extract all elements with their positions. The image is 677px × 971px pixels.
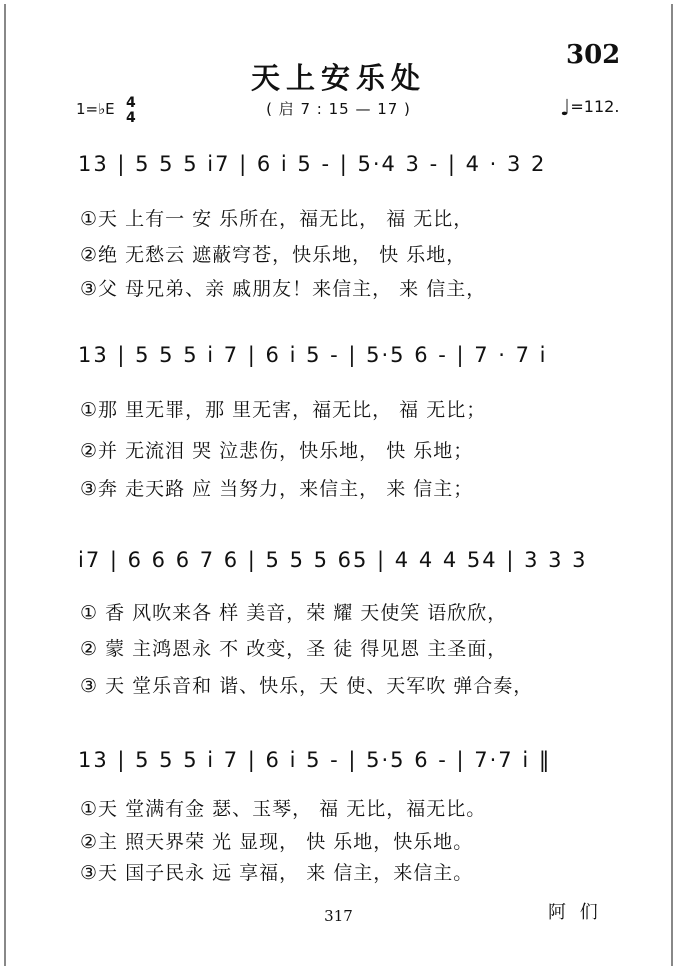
lyric-line: ②并 无流泪 哭 泣悲伤，快乐地， 快 乐地； — [80, 440, 474, 462]
lyric-line: ③父 母兄弟、亲 戚朋友！来信主， 来 信主， — [80, 278, 487, 300]
lyric-line: ③ 天 堂乐音和 谐、快乐，天 使、天军吹 弹合奏， — [80, 675, 534, 697]
notation-line-3: i7 | 6 6 6 7 6 | 5 5 5 65 | 4 4 4 54 | 3 3 3 — [78, 548, 588, 572]
lyric-line: ②主 照天界荣 光 显现， 快 乐地，快乐地。 — [80, 831, 474, 853]
notation-line-4: 13 | 5 5 5 i 7 | 6 i 5 - | 5·5 6 - | 7·7 i ‖ — [78, 748, 552, 772]
key-signature: 1=♭E — [76, 100, 115, 118]
page-border-right — [671, 4, 673, 966]
page-number: 317 — [324, 907, 353, 925]
lyric-line: ② 蒙 主鸿恩永 不 改变，圣 徒 得见恩 主圣面， — [80, 638, 508, 660]
page-border-left — [4, 4, 6, 966]
quarter-note-icon: ♩ — [560, 96, 571, 121]
lyric-line: ①天 堂满有金 瑟、玉琴， 福 无比，福无比。 — [80, 798, 487, 820]
time-signature — [126, 96, 136, 126]
lyric-line: ① 香 风吹来各 样 美音，荣 耀 天使笑 语欣欣， — [80, 602, 508, 624]
scripture-reference: ( 启 7 : 15 — 17 ) — [266, 100, 411, 118]
notation-line-2: 13 | 5 5 5 i 7 | 6 i 5 - | 5·5 6 - | 7 · 7 i — [78, 343, 548, 367]
time-signature-bottom: 4 — [126, 110, 136, 126]
hymn-number: 302 — [566, 40, 621, 70]
tempo-value: =112. — [570, 97, 620, 116]
notation-line-1: 13 | 5 5 5 i7 | 6 i 5 - | 5·4 3 - | 4 · 3 2 — [78, 152, 547, 176]
tempo-marking — [560, 96, 619, 121]
hymn-title: 天上安乐处 — [250, 61, 426, 95]
lyric-line: ①天 上有一 安 乐所在，福无比， 福 无比， — [80, 208, 474, 230]
amen-text: 阿 们 — [548, 902, 602, 923]
lyric-line: ①那 里无罪，那 里无害，福无比， 福 无比； — [80, 399, 487, 421]
lyric-line: ③奔 走天路 应 当努力，来信主， 来 信主； — [80, 478, 474, 500]
time-signature-top: 4 — [126, 95, 136, 111]
lyric-line: ③天 国子民永 远 享福， 来 信主，来信主。 — [80, 862, 474, 884]
lyric-line: ②绝 无愁云 遮蔽穹苍，快乐地， 快 乐地， — [80, 244, 467, 266]
